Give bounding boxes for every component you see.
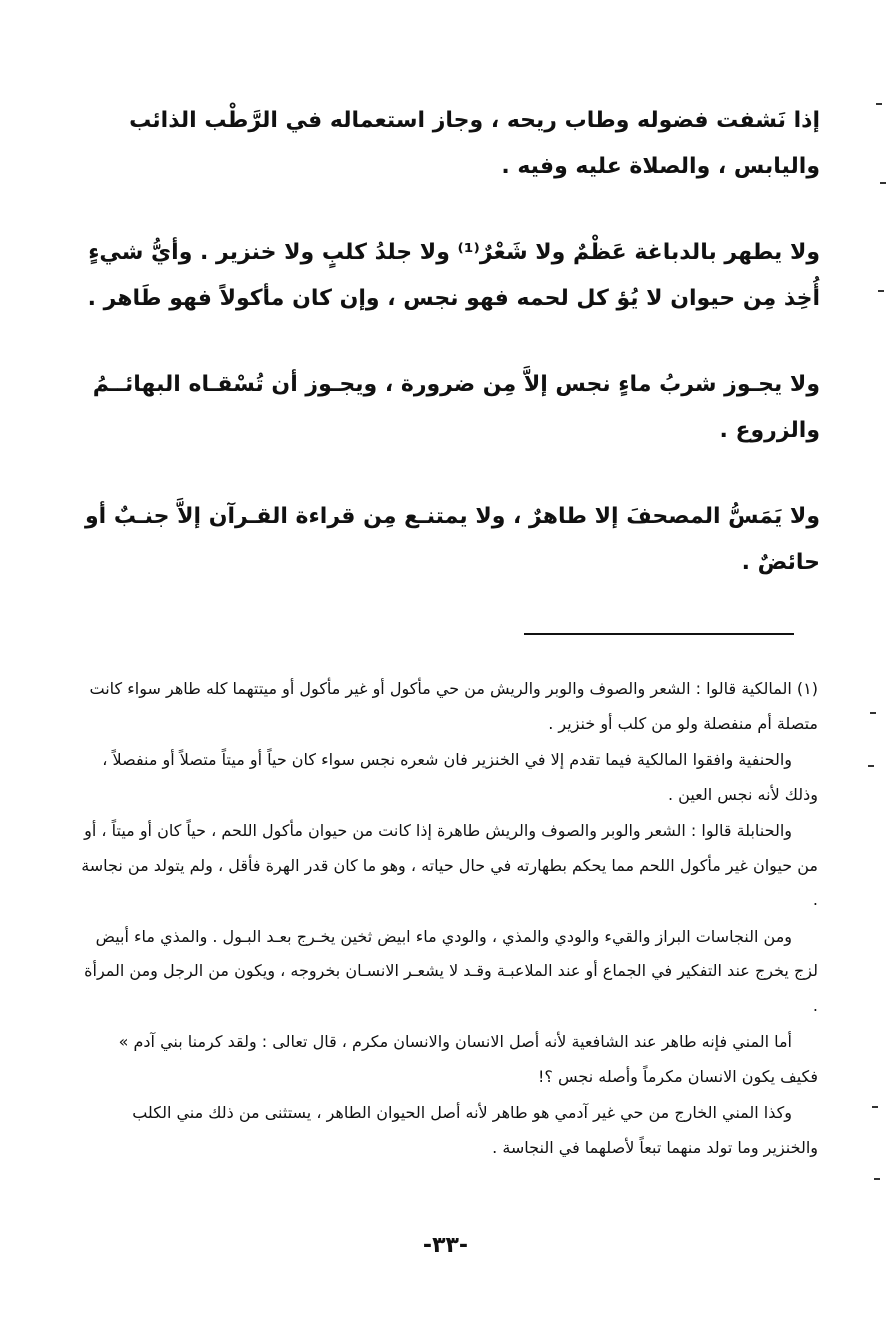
main-paragraph-4: ولا يَمَسُّ المصحفَ إلا طاهرٌ ، ولا يمتنـع مِن قراءة القـرآن إلاَّ جنـبٌ أو حائضٌ . bbox=[84, 504, 820, 575]
scan-mark bbox=[870, 712, 876, 714]
scan-mark bbox=[876, 103, 882, 105]
scan-mark bbox=[868, 765, 874, 767]
footnote-3: والحنابلة قالوا : الشعر والوبر والصوف والريش طاهرة إذا كانت من حيوان مأكول اللحم ، حياً كان أو ميتاً ، أو من حيوان غير مأكول اللحم مما يحكم بطهارته في حال حياته ، وهو ما كان قدر الهرة فأقل ، ولم يتولد من نجاسة . bbox=[81, 821, 818, 909]
footnotes bbox=[78, 672, 818, 1165]
footnote-1: (١) المالكية قالوا : الشعر والصوف والوبر والريش من حي مأكول أو غير مأكول أو ميتتهما كله طاهر سواء كانت متصلة أم منفصلة ولو من كلب أو خنزير . bbox=[89, 679, 818, 733]
page-number: -٣٣- bbox=[422, 1233, 469, 1258]
footnote-2: والحنفية وافقوا المالكية فيما تقدم إلا في الخنزير فان شعره نجس سواء كان حياً أو ميتاً متصلاً أو منفصلاً ، وذلك لأنه نجس العين . bbox=[102, 750, 818, 804]
main-paragraph-1: إذا نَشفت فضوله وطاب ريحه ، وجاز استعماله في الرَّطْب الذائب واليابس ، والصلاة عليه وفيه . bbox=[129, 108, 820, 179]
main-paragraph-3: ولا يجـوز شربُ ماءٍ نجس إلاَّ مِن ضرورة ، ويجـوز أن تُسْقـاه البهائــمُ والزروع . bbox=[92, 372, 820, 443]
footnote-separator bbox=[524, 633, 794, 635]
scan-mark bbox=[874, 1178, 880, 1180]
scan-mark bbox=[872, 1106, 878, 1108]
scan-mark bbox=[880, 182, 886, 184]
main-paragraph-2: ولا يطهر بالدباغة عَظْمٌ ولا شَعْرٌ⁽¹⁾ ولا جلدُ كلبٍ ولا خنزير . وأيُّ شيءٍ أُخِذ مِن حيوان لا يُؤ كل لحمه فهو نجس ، وإن كان مأكولاً فهو طَاهر . bbox=[87, 240, 820, 311]
main-text bbox=[70, 98, 820, 626]
footnote-6: وكذا المني الخارج من حي غير آدمي هو طاهر لأنه أصل الحيوان الطاهر ، يستثنى من ذلك مني الكلب والخنزير وما تولد منهما تبعاً لأصلهما في النجاسة . bbox=[132, 1103, 818, 1157]
footnote-4: ومن النجاسات البراز والقيء والودي والمذي ، والودي ماء ابيض ثخين يخـرج بعـد البـول . والمذي ماء أبيض لزج يخرج عند التفكير في الجماع أو عند الملاعبـة وقـد لا يشعـر الانسـان بخروجه ، ويكون من الرجل ومن المرأة . bbox=[84, 926, 818, 1015]
scan-mark bbox=[878, 290, 884, 292]
footnote-5: أما المني فإنه طاهر عند الشافعية لأنه أصل الانسان والانسان مكرم ، قال تعالى : ولقد كرمنا بني آدم » فكيف يكون الانسان مكرماً وأصله نجس ؟! bbox=[118, 1032, 818, 1086]
